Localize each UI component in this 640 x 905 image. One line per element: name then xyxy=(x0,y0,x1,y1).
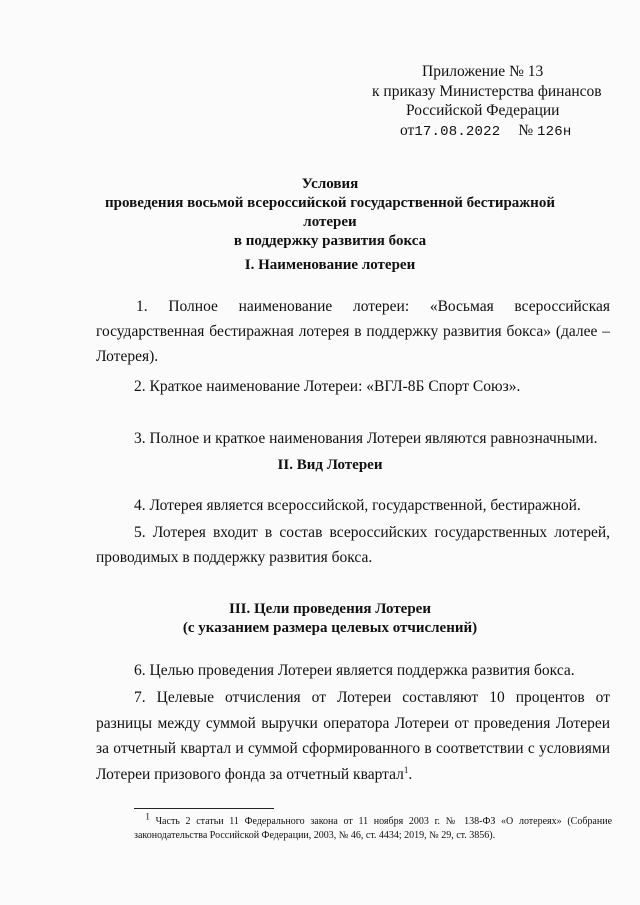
title-line-1: Условия xyxy=(301,176,359,192)
paragraph-5: 5. Лотерея входит в состав всероссийских государственных лотерей, проводимых в поддержку развития бокса. xyxy=(96,524,610,566)
paragraph-4: 4. Лотерея является всероссийской, государственной, бестиражной. xyxy=(134,497,581,514)
section-2-heading: II. Вид Лотереи xyxy=(277,457,383,473)
date-prefix: от xyxy=(400,121,415,139)
order-number: 126н xyxy=(537,123,572,140)
footnote-reference[interactable]: 1 xyxy=(403,764,409,775)
number-prefix: № xyxy=(518,121,534,139)
paragraph-3: 3. Полное и краткое наименования Лотереи являются равнозначными. xyxy=(134,430,598,447)
appendix-order-ref: к приказу Министерства финансов xyxy=(372,82,602,100)
section-3-heading xyxy=(80,600,580,638)
appendix-date-number xyxy=(360,121,610,143)
document-title xyxy=(80,175,580,251)
section-3-heading-line-1: III. Цели проведения Лотереи xyxy=(229,601,431,617)
appendix-federation: Российской Федерации xyxy=(406,102,560,119)
appendix-header xyxy=(360,62,610,142)
paragraph-2: 2. Краткое наименование Лотереи: «ВГЛ-8Б Спорт Союз». xyxy=(134,378,521,395)
section-1-heading: I. Наименование лотереи xyxy=(244,257,416,273)
paragraph-7-text: 7. Целевые отчисления от Лотереи составляют 10 процентов от разницы между суммой выручки оператора Лотереи от проведения Лотереи за отчетный квартал и суммой сформированного в соответствии с условиями Лотереи призового фонда за отчетный квартал xyxy=(96,689,610,783)
paragraph-7 xyxy=(96,685,610,787)
footnote-mark: 1 xyxy=(145,811,150,822)
paragraph-6: 6. Целью проведения Лотереи является поддержка развития бокса. xyxy=(134,662,575,679)
paragraph-1 xyxy=(96,294,610,369)
paragraph-7-end: . xyxy=(408,765,413,783)
title-line-3: в поддержку развития бокса xyxy=(233,233,427,249)
title-line-2: проведения восьмой всероссийской государственной бестиражной лотереи xyxy=(105,195,555,230)
footnote-1 xyxy=(134,811,613,843)
paragraph-1-line-1: 1. Полное наименование лотереи: «Восьмая всероссийская xyxy=(136,298,610,315)
order-date: 17.08.2022 xyxy=(414,123,501,140)
section-3-heading-line-2: (с указанием размера целевых отчислений) xyxy=(182,620,478,636)
appendix-number: Приложение № 13 xyxy=(422,63,544,80)
footnote-separator xyxy=(134,808,274,809)
paragraph-1-rest: государственная бестиражная лотерея в поддержку развития бокса» (далее – Лотерея). xyxy=(96,323,610,365)
footnote-text: Часть 2 статьи 11 Федерального закона от 11 ноября 2003 г. № 138-ФЗ «О лотереях» (Собрание законодательства Российской Федерации, 2003, № 46, ст. 4434; 2019, № 29, ст. 3856). xyxy=(134,816,613,841)
